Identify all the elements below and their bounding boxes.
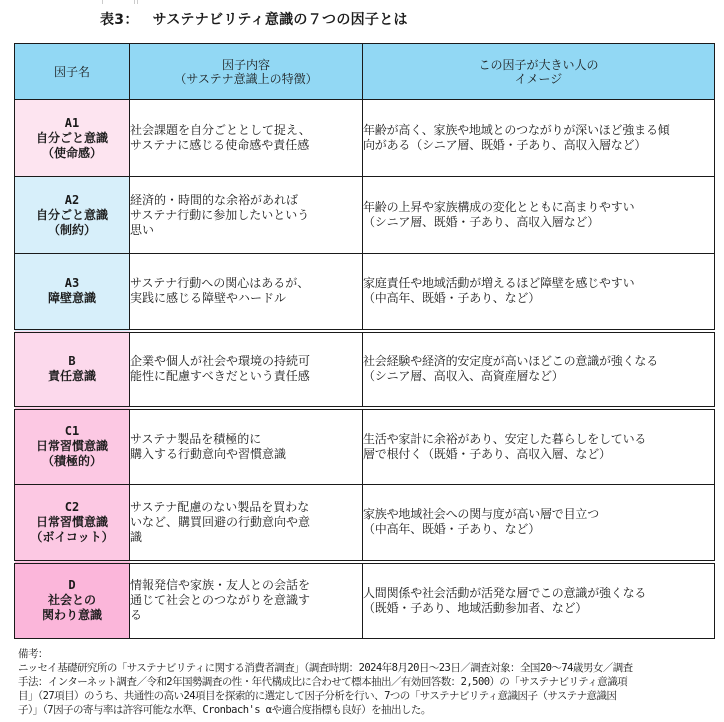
- header-line: イメージ: [514, 71, 563, 86]
- footnote-line: 目」（27項目）のうち、共通性の高い24項目を探索的に選定して因子分析を行い、7つの「サステナビリティ意識因子（サステナ意識因: [18, 690, 617, 702]
- factor-row: [15, 485, 715, 562]
- factor-name-line: （ボイコット）: [30, 529, 114, 544]
- footnote-line: 手法：インターネット調査／令和2年国勢調査の性・年代構成比に合わせて標本抽出／有効回答数：2,500）の「サステナビリティ意識項: [18, 676, 628, 688]
- image-line: 家族や地域社会への関与度が高い層で目立つ: [363, 507, 600, 522]
- factor-description-cell: [130, 254, 363, 331]
- header-factor-name: [15, 44, 130, 100]
- image-line: 人間関係や社会活動が活発な層でこの意識が強くなる: [363, 585, 647, 600]
- header-line: 因子内容: [221, 57, 270, 72]
- footnote-label: 備考：: [18, 648, 48, 660]
- table-number: 表3：: [100, 12, 139, 28]
- header-line: この因子が大きい人の: [478, 57, 599, 72]
- factor-code: C1: [64, 424, 80, 439]
- description-line: 社会課題を自分ごととして捉え、: [130, 123, 311, 137]
- description-line: 実践に感じる障壁やハードル: [130, 291, 287, 306]
- factor-description-cell: [130, 408, 363, 485]
- factor-name-line: （積極的）: [41, 454, 102, 469]
- factor-description-cell: [130, 331, 363, 408]
- factor-name-line: 日常習慣意識: [35, 439, 108, 454]
- factor-description-cell: [130, 177, 363, 254]
- table-title: [100, 9, 408, 29]
- factor-code: B: [68, 354, 76, 368]
- image-line: 年齢の上昇や家族構成の変化とともに高まりやすい: [363, 200, 635, 214]
- factor-description-cell: [130, 100, 363, 177]
- factor-name-cell: [15, 100, 130, 177]
- factor-row: [15, 331, 715, 408]
- factor-row: [15, 177, 715, 254]
- factor-row: [15, 408, 715, 485]
- header-factor-content: [130, 44, 363, 100]
- factor-row: [15, 254, 715, 331]
- factor-name-cell: [15, 331, 130, 408]
- person-image-cell: [363, 100, 715, 177]
- factor-name-line: 障壁意識: [47, 291, 96, 306]
- header-person-image: [363, 44, 715, 100]
- factor-row: [15, 100, 715, 177]
- description-line: る: [130, 608, 143, 623]
- factor-description-cell: [130, 562, 363, 639]
- factor-code: A1: [64, 115, 80, 130]
- factor-name-cell: [15, 562, 130, 639]
- description-line: 情報発信や家族・友人との会話を: [130, 578, 311, 593]
- factor-name-line: 社会との: [47, 593, 96, 608]
- description-line: 能性に配慮すべきだという責任感: [130, 369, 310, 383]
- factor-name-line: 自分ごと意識: [35, 130, 108, 145]
- image-line: 家庭責任や地域活動が増えるほど障壁を感じやすい: [363, 276, 635, 291]
- footnote-line: ニッセイ基礎研究所の「サステナビリティに関する消費者調査」（調査時期：2024年8月20日～23日／調査対象：全国20～74歳男女／調査: [18, 662, 633, 674]
- image-line: 向がある（シニア層、既婚・子あり、高収入層など）: [363, 138, 647, 152]
- description-line: 企業や個人が社会や環境の持続可: [130, 354, 311, 368]
- header-line: 因子名: [53, 64, 90, 79]
- person-image-cell: [363, 485, 715, 562]
- description-line: 経済的・時間的な余裕があれば: [130, 192, 299, 207]
- factor-name-cell: [15, 177, 130, 254]
- image-line: 層で根付く（既婚・子あり、高収入層、など）: [363, 446, 611, 461]
- image-line: （シニア層、既婚・子あり、高収入層など）: [363, 215, 600, 229]
- person-image-cell: [363, 408, 715, 485]
- description-line: 通じて社会とのつながりを意識す: [130, 593, 311, 608]
- header-line: （サステナ意識上の特徴）: [174, 71, 318, 86]
- factor-name-line: 日常習慣意識: [35, 514, 108, 529]
- person-image-cell: [363, 562, 715, 639]
- image-line: 社会経験や経済的安定度が高いほどこの意識が強くなる: [363, 354, 659, 368]
- description-line: サステナ配慮のない製品を買わな: [130, 499, 310, 514]
- cropped-frame-fragment: [134, 0, 138, 4]
- description-line: サステナ行動に参加したいという: [130, 207, 310, 222]
- description-line: サステナに感じる使命感や責任感: [130, 138, 310, 152]
- factor-row: [15, 562, 715, 639]
- person-image-cell: [363, 177, 715, 254]
- description-line: 識: [130, 529, 143, 544]
- header-row: [15, 44, 715, 100]
- image-line: （中高年、既婚・子あり、など）: [363, 291, 541, 306]
- factor-name-cell: [15, 408, 130, 485]
- description-line: いなど、購買回避の行動意向や意: [130, 514, 311, 529]
- cropped-frame-fragment: [0, 0, 103, 4]
- person-image-cell: [363, 331, 715, 408]
- image-line: 年齢が高く、家族や地域とのつながりが深いほど強まる傾: [363, 123, 670, 137]
- factor-name-line: 責任意識: [47, 369, 96, 383]
- factor-table: [14, 43, 715, 639]
- description-line: サステナ行動への関心はあるが、: [130, 276, 310, 291]
- table-title-text: サステナビリティ意識の７つの因子とは: [152, 12, 408, 28]
- factor-code: D: [68, 578, 76, 593]
- description-line: 思い: [130, 222, 155, 237]
- factor-code: C2: [64, 499, 80, 514]
- image-line: （シニア層、高収入、高資産層など）: [363, 369, 564, 383]
- description-line: 購入する行動意向や習慣意識: [130, 446, 287, 461]
- footnote-line: 子）」（7因子の寄与率は許容可能な水準、Cronbach's αや適合度指標も良好）を抽出した。: [18, 704, 431, 716]
- image-line: 生活や家計に余裕があり、安定した暮らしをしている: [363, 431, 647, 446]
- factor-code: A3: [64, 276, 80, 291]
- factor-description-cell: [130, 485, 363, 562]
- factor-name-line: （制約）: [47, 222, 96, 237]
- factor-name-line: （使命感）: [41, 145, 102, 160]
- factor-name-line: 自分ごと意識: [35, 207, 108, 222]
- factor-code: A2: [64, 192, 80, 207]
- description-line: サステナ製品を積極的に: [130, 431, 262, 446]
- image-line: （既婚・子あり、地域活動参加者、など）: [363, 600, 588, 615]
- factor-name-cell: [15, 485, 130, 562]
- factor-name-line: 関わり意識: [41, 608, 102, 623]
- factor-name-cell: [15, 254, 130, 331]
- person-image-cell: [363, 254, 715, 331]
- footnote: [18, 647, 718, 717]
- image-line: （中高年、既婚・子あり、など）: [363, 522, 541, 537]
